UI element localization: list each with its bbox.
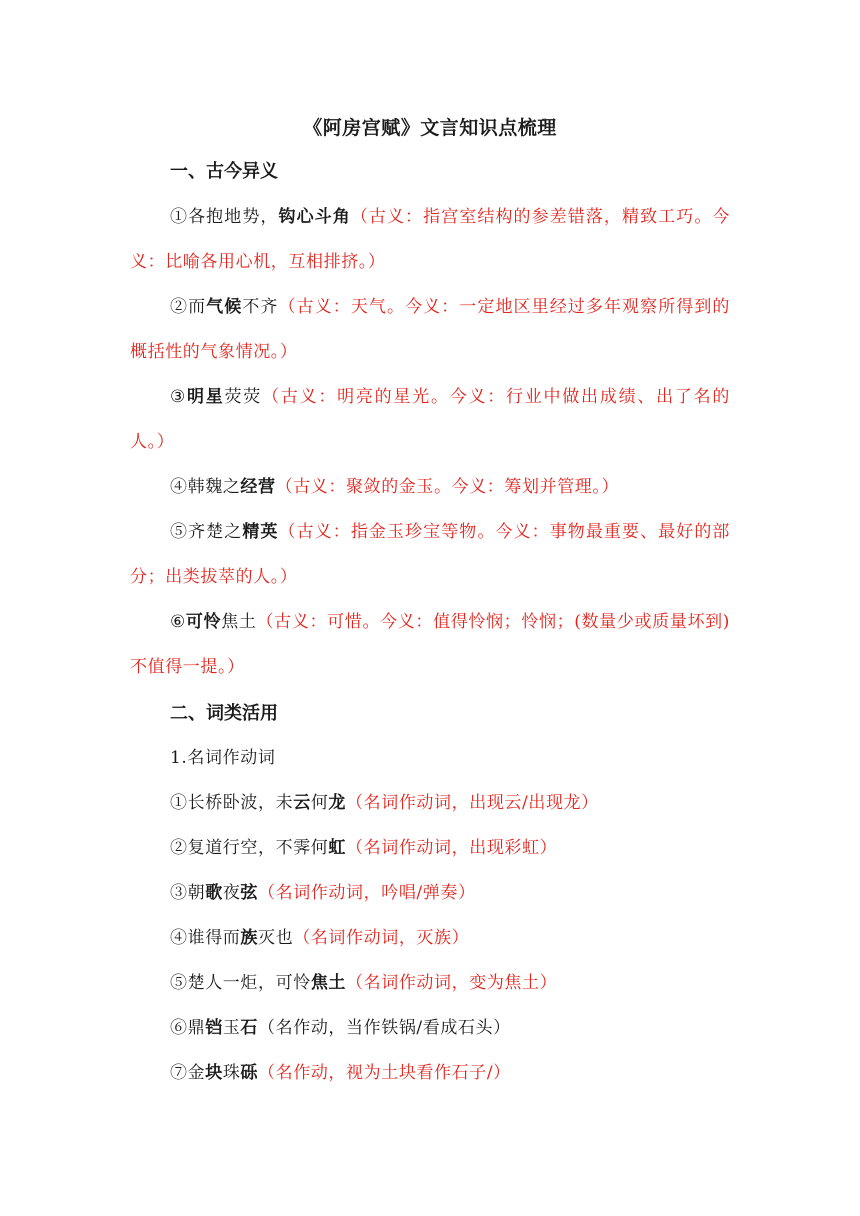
gujin-item-1 xyxy=(130,195,730,285)
item-note: （古义：天气。今义：一定地区里经过多年观察所得到的概括性的气象情况。） xyxy=(130,297,731,362)
item-text: ②复道行空，不霁何 xyxy=(170,838,329,858)
item-text: ①长桥卧波，未 xyxy=(170,793,294,813)
key-term: 钩心斗角 xyxy=(278,207,351,227)
key-term-2: 弦 xyxy=(240,883,259,903)
key-term: 族 xyxy=(240,928,259,948)
huoyong-item-5 xyxy=(170,968,557,998)
gujin-item-4 xyxy=(130,465,730,510)
item-text: ⑥ xyxy=(170,612,186,632)
item-note: （名作动，视为土块看作石子/） xyxy=(258,1063,511,1083)
item-text-mid: 珠 xyxy=(222,1063,241,1083)
huoyong-item-3 xyxy=(170,878,476,908)
key-term: 块 xyxy=(205,1063,223,1083)
key-term: 明星 xyxy=(187,387,225,407)
item-text: ⑤楚人一炬，可怜 xyxy=(170,973,311,993)
item-text: ⑥鼎 xyxy=(170,1018,206,1038)
key-term: 经营 xyxy=(240,477,276,497)
key-term: 虹 xyxy=(328,838,347,858)
item-text-after: 不齐 xyxy=(242,297,279,317)
item-text: ③朝 xyxy=(170,883,206,903)
item-text: ⑦金 xyxy=(170,1063,206,1083)
document-title: 《阿房宫赋》文言知识点梳理 xyxy=(303,117,557,139)
key-term: 气候 xyxy=(206,297,243,317)
item-note: （古义：可惜。今义：值得怜悯；怜悯；(数量少或质量坏到)不值得一提。） xyxy=(130,612,730,677)
huoyong-item-4 xyxy=(170,923,469,953)
key-term: 铛 xyxy=(205,1018,223,1038)
item-note: （古义：明亮的星光。今义：行业中做出成绩、出了名的人。） xyxy=(130,387,731,452)
huoyong-item-1 xyxy=(170,788,599,818)
item-text-mid: 何 xyxy=(310,793,329,813)
gujin-item-2 xyxy=(130,285,730,375)
item-text: ④谁得而 xyxy=(170,928,241,948)
key-term: 歌 xyxy=(205,883,223,903)
item-text-mid: 夜 xyxy=(222,883,241,903)
key-term-2: 砾 xyxy=(240,1063,259,1083)
huoyong-item-7 xyxy=(170,1058,511,1088)
item-text: ①各抱地势， xyxy=(170,207,279,227)
item-note: （名词作动词，出现云/出现龙） xyxy=(346,793,599,813)
item-text-after: 荧荧 xyxy=(224,387,263,407)
key-term: 云 xyxy=(293,793,311,813)
item-note: （名词作动词，出现彩虹） xyxy=(346,838,558,858)
gujin-item-5 xyxy=(130,510,730,600)
item-text-after: 焦土 xyxy=(221,612,257,632)
section-heading-gujin-yiyi: 一、古今异义 xyxy=(170,161,278,182)
item-text-mid: 玉 xyxy=(222,1018,241,1038)
item-note-plain: （名作动，当作铁锅/看成石头） xyxy=(258,1018,511,1038)
key-term: 精英 xyxy=(242,522,279,542)
key-term-2: 龙 xyxy=(328,793,347,813)
item-text: ④韩魏之 xyxy=(170,477,241,497)
huoyong-item-6 xyxy=(170,1013,511,1043)
item-text: ②而 xyxy=(170,297,207,317)
item-text: ③ xyxy=(170,387,188,407)
item-note: （古义：指宫室结构的参差错落，精致工巧。今义：比喻各用心机，互相排挤。） xyxy=(130,207,730,272)
subsection-heading: 1.名词作动词 xyxy=(170,748,276,768)
key-term: 焦土 xyxy=(310,973,347,993)
item-note: （古义：指金玉珍宝等物。今义：事物最重要、最好的部分；出类拔萃的人。） xyxy=(130,522,731,587)
section-heading-cilei-huoyong: 二、词类活用 xyxy=(170,703,278,724)
key-term-2: 石 xyxy=(240,1018,259,1038)
item-note: （古义：聚敛的金玉。今义：筹划并管理。） xyxy=(275,477,620,497)
huoyong-item-2 xyxy=(170,833,557,863)
item-text: ⑤齐楚之 xyxy=(170,522,243,542)
item-note: （名词作动词，吟唱/弹奏） xyxy=(258,883,476,903)
item-note: （名词作动词，变为焦土） xyxy=(346,973,558,993)
key-term: 可怜 xyxy=(185,612,222,632)
item-text-mid: 灭也 xyxy=(258,928,294,948)
item-note: （名词作动词，灭族） xyxy=(293,928,470,948)
gujin-item-3 xyxy=(130,375,730,465)
gujin-item-6 xyxy=(130,600,730,690)
